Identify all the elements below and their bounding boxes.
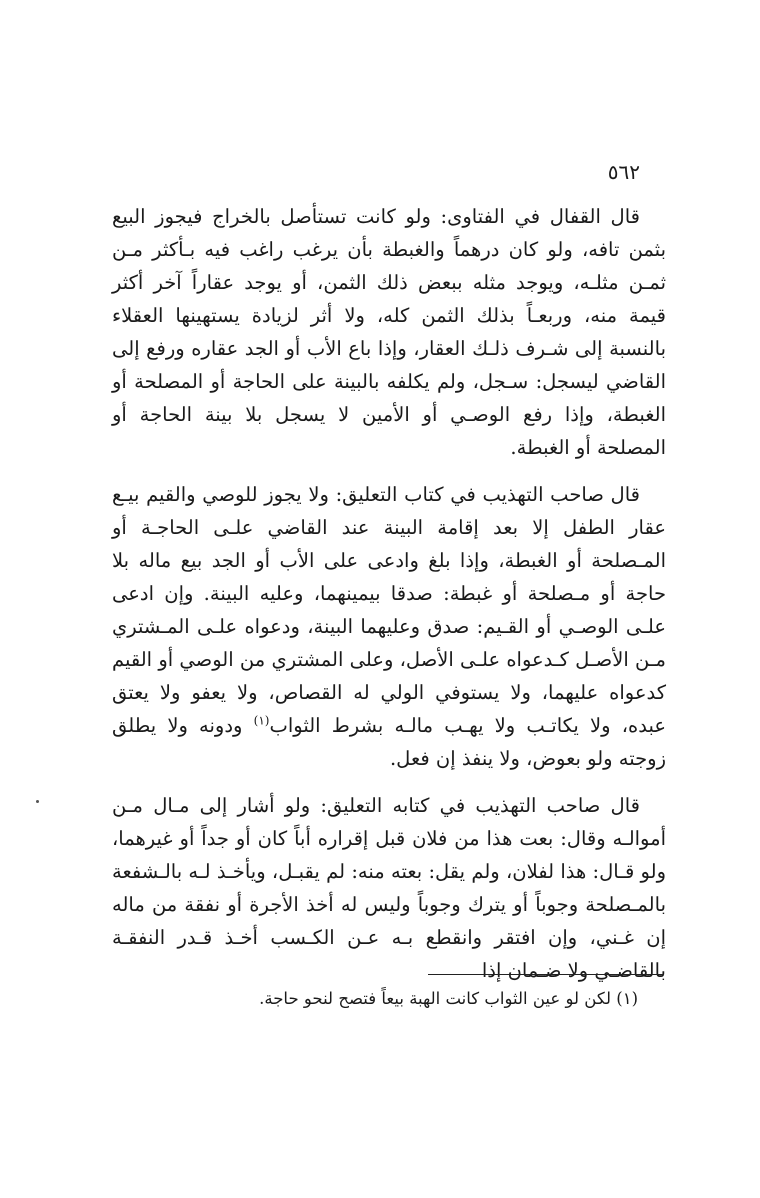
paragraph-2 bbox=[112, 478, 666, 775]
paragraph-1: قال القفال في الفتاوى: ولو كانت تستأصل بالخراج فيجوز البيع بثمن تافه، ولو كان درهماً والغبطة بأن يرغب راغب فيه بـأكثر مـن ثمـن مثلـه، ويوجد مثله ببعض ذلك الثمن، أو يوجد عقاراً آخر أكثر قيمة منه، وربعـاً بذلك الثمن كله، ولا أثر لزيادة يستهينها العقلاء بالنسبة إلى شـرف ذلـك العقار، وإذا باع الأب أو الجد عقاره ورفع إلى القاضي ليسجل: سـجل، ولم يكلفه بالبينة على الحاجة أو المصلحة أو الغبطة، وإذا رفع الوصـي أو الأمين لا يسجل بلا بينة الحاجة أو المصلحة أو الغبطة. bbox=[112, 205, 666, 459]
footnote: (١) لكن لو عين الثواب كانت الهبة بيعاً فتصح لنحو حاجة. bbox=[259, 989, 638, 1008]
page-number: ٥٦٢ bbox=[607, 160, 640, 184]
main-text bbox=[112, 200, 666, 987]
paragraph-2-continuation: ودونه ولا يطلق زوجته ولو بعوض، ولا ينفذ إن فعل. bbox=[112, 714, 666, 770]
paragraph-3: قال صاحب التهذيب في كتابه التعليق: ولو أشار إلى مـال مـن أموالـه وقال: بعت هذا من فلان قبل إقراره أباً كان أو جداً أو غيرهما، ولو قـال: هذا لفلان، ولم يقل: بعته منه: لم يقبـل، ويأخـذ لـه بالـشفعة بالمـصلحة وجوباً أو يترك وجوباً وليس له أخذ الأجرة أو نفقة من ماله إن غـني، وإن افتقر وانقطع بـه عـن الكـسب أخـذ قـدر النفقـة بالقاضـي ولا ضـمان إذا bbox=[112, 794, 666, 982]
margin-dot bbox=[36, 800, 39, 803]
footnote-divider bbox=[428, 974, 664, 975]
paragraph-2-text: قال صاحب التهذيب في كتاب التعليق: ولا يجوز للوصي والقيم بيـع عقار الطفل إلا بعد إقامة البينة عند القاضي علـى الحاجـة أو المـصلحة أو الغبطة، وإذا بلغ وادعى على الأب أو الجد بيع ماله بلا حاجة أو مـصلحة أو غبطة: صدقا بيمينهما، وعليه البينة. وإن ادعى علـى الوصـي أو القـيم: صدق وعليهما البينة، ودعواه علـى المـشتري مـن الأصـل كـدعواه علـى الأصل، وعلى المشتري من الوصي أو القيم كدعواه عليهما، ولا يستوفي الولي له القصاص، ولا يعفو ولا يعتق عبده، ولا يكاتـب ولا يهـب مالـه بشرط الثواب bbox=[112, 483, 666, 737]
footnote-reference: (١) bbox=[253, 713, 270, 728]
